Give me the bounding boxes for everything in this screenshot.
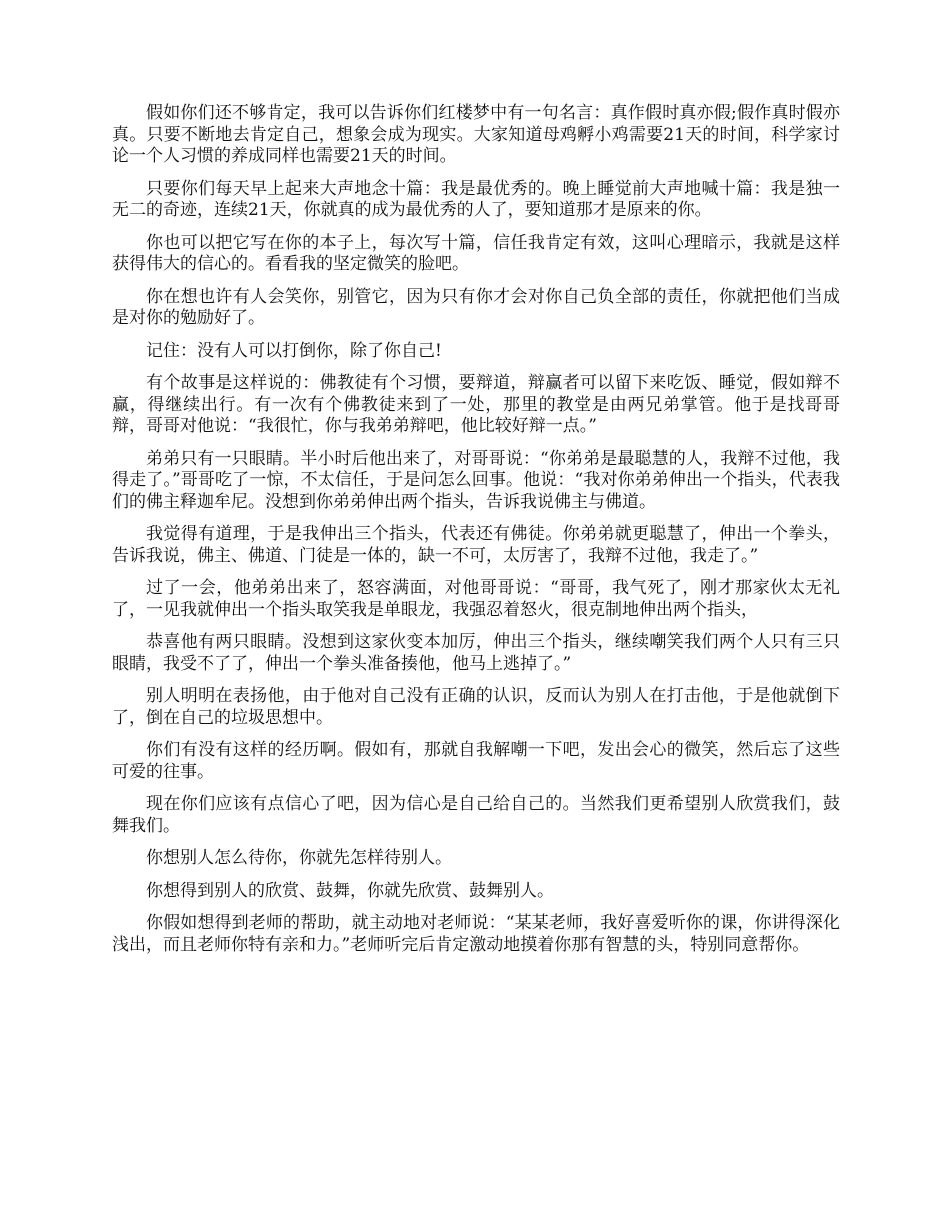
paragraph-8: 我觉得有道理，于是我伸出三个指头，代表还有佛徒。你弟弟就更聪慧了，伸出一个拳头，告诉我说，佛主、佛道、门徒是一体的，缺一不可，太厉害了，我辩不过他，我走了。” (112, 524, 840, 566)
paragraph-4: 你在想也许有人会笑你，别管它，因为只有你才会对你自己负全部的责任，你就把他们当成是对你的勉励好了。 (112, 286, 840, 328)
paragraph-1: 假如你们还不够肯定，我可以告诉你们红楼梦中有一句名言：真作假时真亦假;假作真时假亦真。只要不断地去肯定自己，想象会成为现实。大家知道母鸡孵小鸡需要21天的时间，科学家讨论一个人习惯的养成同样也需要21天的时间。 (112, 103, 840, 166)
paragraph-10: 恭喜他有两只眼睛。没想到这家伙变本加厉，伸出三个指头，继续嘲笑我们两个人只有三只眼睛，我受不了了，伸出一个拳头准备揍他，他马上逃掉了。” (112, 632, 840, 674)
paragraph-13: 现在你们应该有点信心了吧，因为信心是自己给自己的。当然我们更希望别人欣赏我们，鼓舞我们。 (112, 794, 840, 836)
paragraph-2: 只要你们每天早上起来大声地念十篇：我是最优秀的。晚上睡觉前大声地喊十篇：我是独一无二的奇迹，连续21天，你就真的成为最优秀的人了，要知道那才是原来的你。 (112, 178, 840, 220)
paragraph-3: 你也可以把它写在你的本子上，每次写十篇，信任我肯定有效，这叫心理暗示，我就是这样获得伟大的信心的。看看我的坚定微笑的脸吧。 (112, 232, 840, 274)
paragraph-16: 你假如想得到老师的帮助，就主动地对老师说：“某某老师，我好喜爱听你的课，你讲得深化浅出，而且老师你特有亲和力。”老师听完后肯定激动地摸着你那有智慧的头，特别同意帮你。 (112, 913, 840, 955)
paragraph-14: 你想别人怎么待你，你就先怎样待别人。 (146, 848, 452, 868)
paragraph-7: 弟弟只有一只眼睛。半小时后他出来了，对哥哥说：“你弟弟是最聪慧的人，我辩不过他，我得走了。”哥哥吃了一惊，不太信任，于是问怎么回事。他说：“我对你弟弟伸出一个指头，代表我们的佛主释迦牟尼。没想到你弟弟伸出两个指头，告诉我说佛主与佛道。 (112, 448, 840, 512)
paragraph-12: 你们有没有这样的经历啊。假如有，那就自我解嘲一下吧，发出会心的微笑，然后忘了这些可爱的往事。 (112, 740, 840, 782)
paragraph-11: 别人明明在表扬他，由于他对自己没有正确的认识，反而认为别人在打击他，于是他就倒下了，倒在自己的垃圾思想中。 (112, 686, 840, 728)
document-page (112, 103, 840, 967)
paragraph-15: 你想得到别人的欣赏、鼓舞，你就先欣赏、鼓舞别人。 (146, 880, 554, 901)
paragraph-6: 有个故事是这样说的：佛教徒有个习惯，要辩道，辩赢者可以留下来吃饭、睡觉，假如辩不赢，得继续出行。有一次有个佛教徒来到了一处，那里的教堂是由两兄弟掌管。他于是找哥哥辩，哥哥对他说：“我很忙，你与我弟弟辩吧，他比较好辩一点。” (112, 373, 840, 436)
paragraph-5: 记住：没有人可以打倒你，除了你自己! (146, 340, 442, 361)
paragraph-9: 过了一会，他弟弟出来了，怒容满面，对他哥哥说：“哥哥，我气死了，刚才那家伙太无礼了，一见我就伸出一个指头取笑我是单眼龙，我强忍着怒火，很克制地伸出两个指头， (112, 578, 840, 620)
